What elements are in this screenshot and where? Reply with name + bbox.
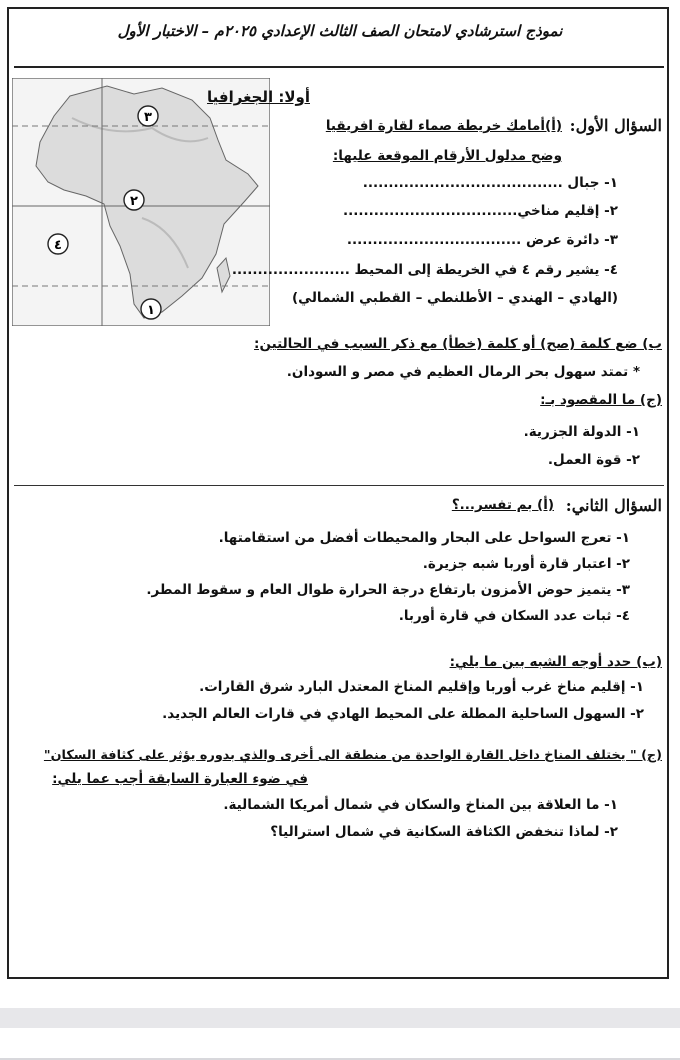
q1-b-item: * تمتد سهول بحر الرمال العظيم في مصر و السودان. [286,364,640,380]
q1-item: ٢- إقليم مناخي.................................. [342,203,618,219]
q1-head: السؤال الأول: [569,116,662,135]
q2-b-item: ٢- السهول الساحلية المطلة على المحيط الهادي في قارات العالم الجديد. [162,706,644,722]
q1-item: ١- جبال ....................................... [362,175,618,191]
viewer-bottom-bar [0,1008,680,1028]
q1-c-item: ٢- قوة العمل. [547,452,640,468]
q2-a-item: ٤- ثبات عدد السكان في قارة أوربا. [398,608,630,624]
map-marker-2 [124,190,144,210]
q1-c-item: ١- الدولة الجزرية. [523,424,640,440]
q1-options: (الهادي – الهندي – الأطلنطي – القطبي الشمالي) [292,290,618,306]
section-geography: أولا: الجغرافيا [207,88,310,106]
q2-c-item: ١- ما العلاقة بين المناخ والسكان في شمال أمريكا الشمالية. [223,797,618,813]
q2-c-head-2: في ضوء العبارة السابقة أجب عما يلي: [52,771,308,787]
q2-a-item: ٣- يتميز حوض الأمزون بارتفاع درجة الحرارة طوال العام و سقوط المطر. [146,582,630,598]
q2-c-head: (ج) " يختلف المناخ داخل القارة الواحدة من منطقة الى أخرى والذي بدوره يؤثر على كثافة السكان" [43,748,662,763]
exam-title: نموذج استرشادي لامتحان الصف الثالث الإعدادي ٢٠٢٥م – الاختبار الأول [117,22,563,40]
svg-text:١: ١ [147,303,155,318]
title-divider [14,66,664,68]
svg-text:٣: ٣ [144,110,152,125]
q1-a-instruction: وضح مدلول الأرقام الموقعة عليها: [332,148,562,164]
q2-c-item: ٢- لماذا تنخفض الكثافة السكانية في شمال استراليا؟ [270,824,618,840]
section-divider [14,485,664,486]
map-marker-3 [138,106,158,126]
q2-a-item: ٢- اعتبار قارة أوربا شبه جزيرة. [422,556,630,572]
q1-a-intro: (أ)أمامك خريطة صماء لقارة افريقيا [325,118,562,134]
q2-b-item: ١- إقليم مناخ غرب أوربا وإقليم المناخ المعتدل البارد شرق القارات. [199,679,644,695]
q1-item: ٤- يشير رقم ٤ في الخريطة إلى المحيط ....................... [231,262,618,278]
svg-text:٢: ٢ [130,194,138,209]
africa-blank-map [12,78,270,326]
map-marker-4 [48,234,68,254]
q2-head: السؤال الثاني: [565,496,662,515]
q2-a-item: ١- تعرج السواحل على البحار والمحيطات أفضل من استقامتها. [218,530,630,546]
svg-text:٤: ٤ [54,238,62,253]
q1-item: ٣- دائرة عرض .................................. [346,232,618,248]
map-marker-1 [141,299,161,319]
q1-b-head: ب) ضع كلمة (صح) أو كلمة (خطأ) مع ذكر السبب في الحالتين: [254,336,662,352]
q1-c-head: (ج) ما المقصود بـ: [540,392,662,408]
q2-b-head: (ب) حدد أوجه الشبه بين ما يلي: [449,654,662,670]
q2-a-head: (أ) بم تفسر...؟ [451,497,554,513]
